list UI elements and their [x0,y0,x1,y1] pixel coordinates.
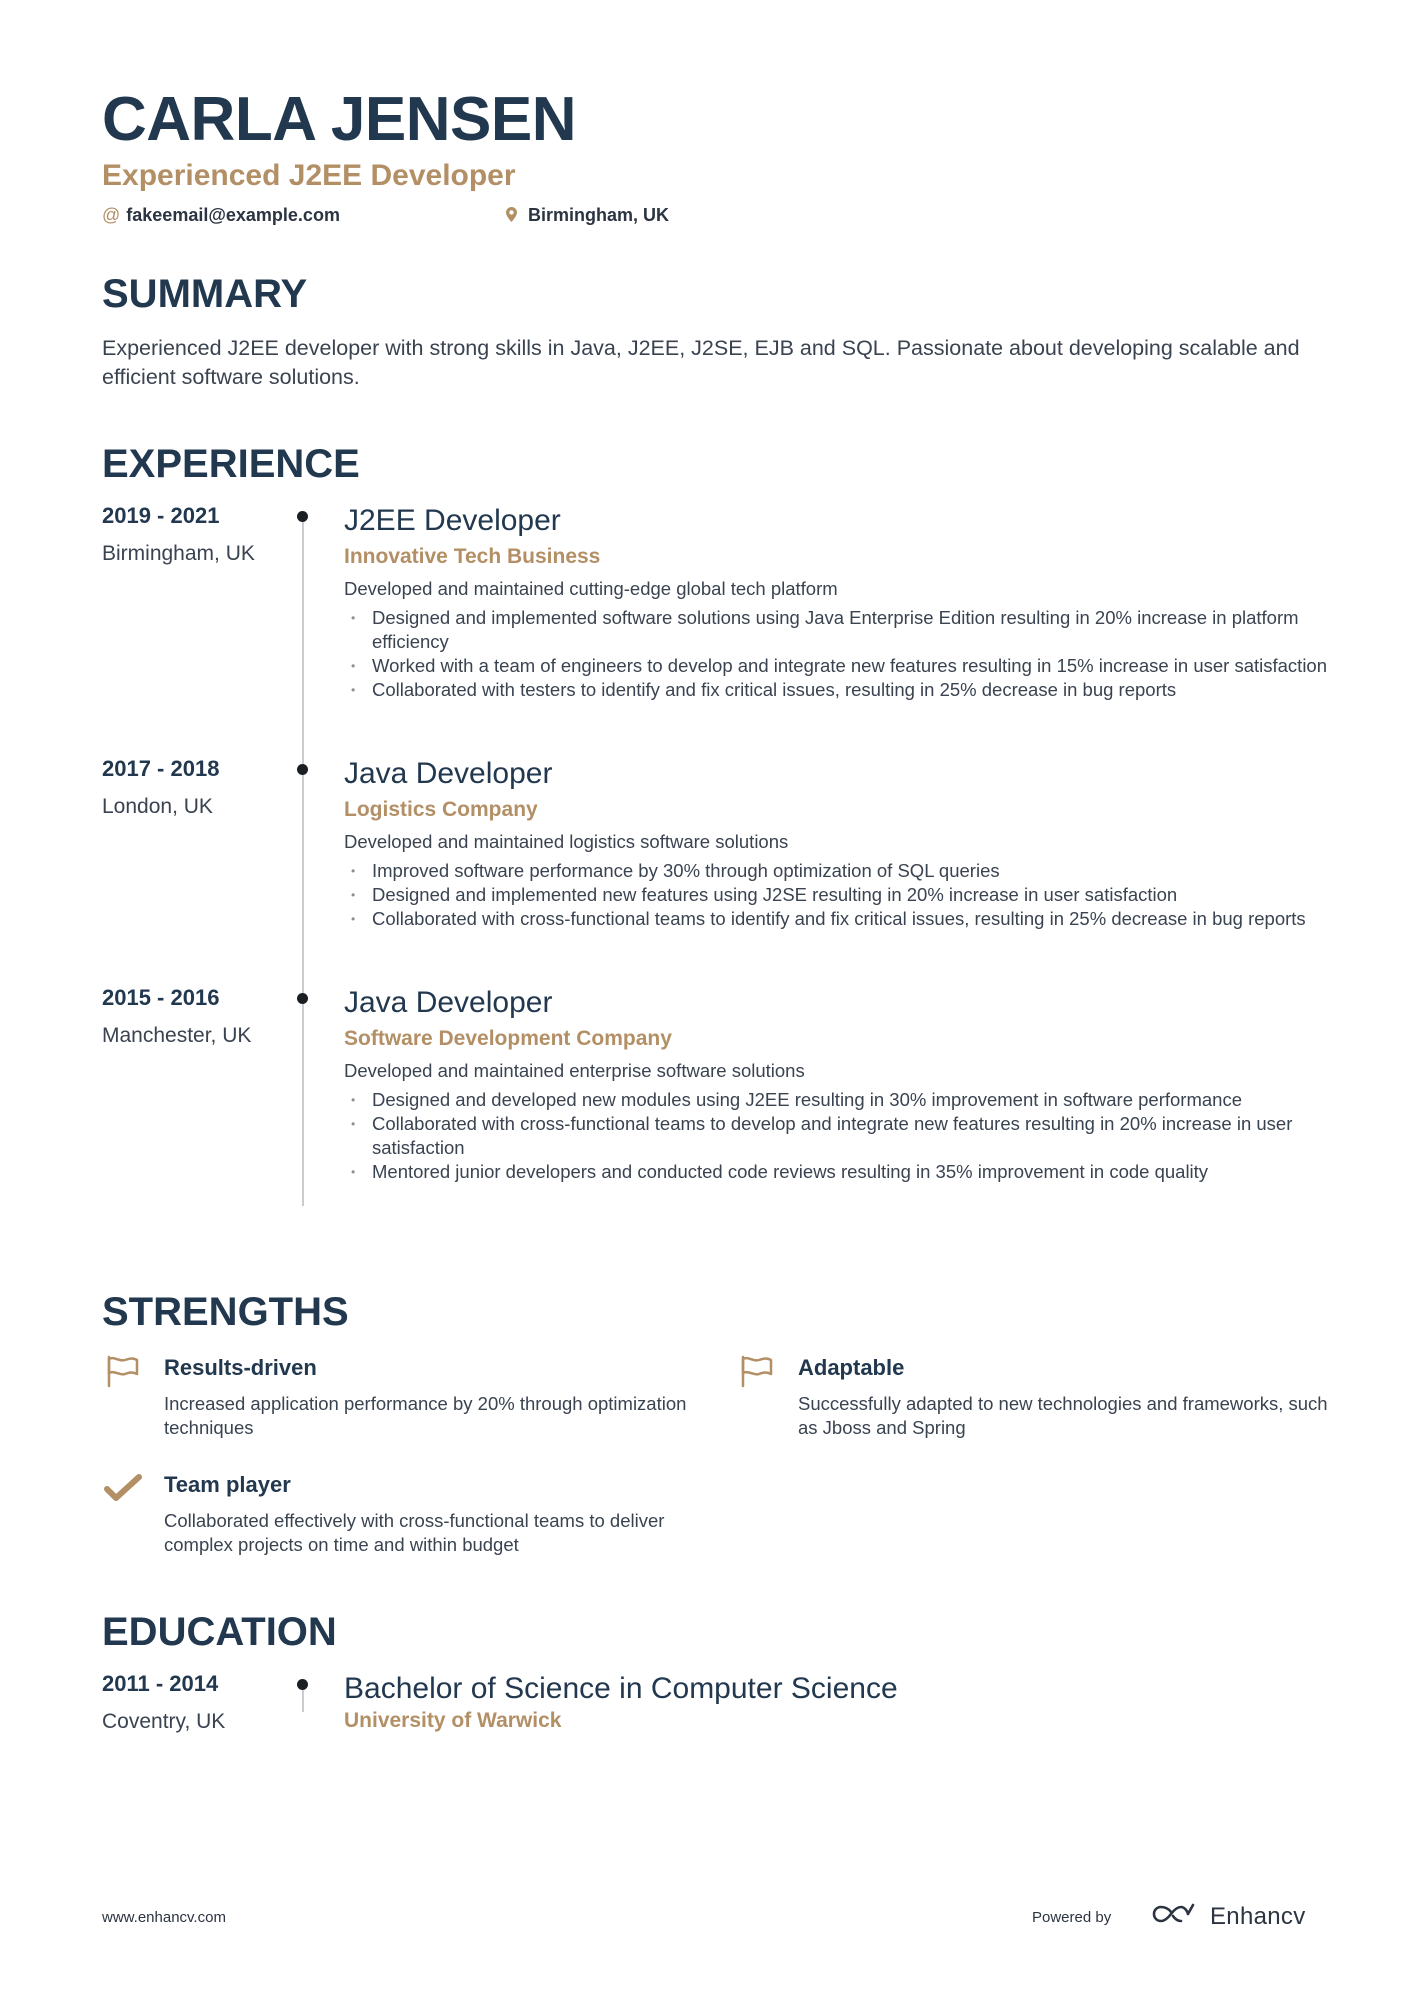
job-location: Birmingham, UK [102,542,255,565]
contact-email[interactable] [102,204,340,226]
strength-title: Results-driven [164,1355,317,1380]
timeline-dot [297,764,308,775]
strength-description: Collaborated effectively with cross-functional teams to deliver complex projects on time and within budget [164,1510,665,1555]
job-details [344,984,1344,1184]
job-company: Software Development Company [344,1027,672,1050]
flag-icon [104,1354,144,1388]
job-company: Logistics Company [344,798,538,821]
job-description: Developed and maintained enterprise software solutions [344,1060,805,1081]
timeline-dot [297,511,308,522]
job-bullet: • Collaborated with cross-functional teams to develop and integrate new features resulting in 20% increase in user satisfaction [344,1112,1332,1160]
education-school: University of Warwick [344,1709,562,1732]
education-degree: Bachelor of Science in Computer Science [344,1672,898,1705]
experience-timeline-line [302,522,304,1206]
education-heading: EDUCATION [102,1610,337,1654]
job-details [344,502,1344,702]
job-description: Developed and maintained logistics software solutions [344,831,789,852]
education-location: Coventry, UK [102,1710,226,1733]
job-bullet: • Collaborated with testers to identify and fix critical issues, resulting in 25% decrease in bug reports [344,678,1332,702]
job-bullet: • Worked with a team of engineers to develop and integrate new features resulting in 15% increase in user satisfaction [344,654,1332,678]
job-title: J2EE Developer [344,504,561,537]
job-bullet: • Designed and implemented software solutions using Java Enterprise Edition resulting in 20% increase in platform efficiency [344,606,1332,654]
at-icon: @ [102,205,121,225]
job-bullet: • Designed and developed new modules using J2EE resulting in 30% improvement in software performance [344,1088,1332,1112]
candidate-name: CARLA JENSEN [102,85,576,154]
experience-heading: EXPERIENCE [102,442,360,486]
job-description: Developed and maintained cutting-edge global tech platform [344,578,838,599]
job-bullets [344,606,1344,702]
job-title: Java Developer [344,757,553,790]
contact-location [506,204,669,226]
timeline-dot [297,993,308,1004]
enhancv-logo-icon [1152,1900,1200,1934]
education-details [344,1670,1344,1735]
footer-url-link[interactable]: www.enhancv.com [102,1909,226,1926]
footer-powered-by: Powered by [1032,1909,1112,1926]
job-bullet: • Mentored junior developers and conducted code reviews resulting in 35% improvement in code quality [344,1160,1332,1184]
job-details [344,755,1344,931]
email-text: fakeemail@example.com [126,205,340,225]
job-bullet: • Improved software performance by 30% through optimization of SQL queries [344,859,1332,883]
education-timeline-line [302,1690,304,1712]
job-location: Manchester, UK [102,1024,252,1047]
job-bullet: • Collaborated with cross-functional teams to identify and fix critical issues, resulting in 25% decrease in bug reports [344,907,1332,931]
map-pin-icon [506,205,522,225]
summary-heading: SUMMARY [102,272,308,316]
strength-title: Adaptable [798,1355,905,1380]
checkmark-icon [104,1471,144,1505]
strength-title: Team player [164,1472,291,1497]
summary-text: Experienced J2EE developer with strong skills in Java, J2EE, J2SE, EJB and SQL. Passionate about developing scalable and efficient software solutions. [102,336,1300,389]
job-bullets [344,1088,1344,1184]
strength-description: Increased application performance by 20% through optimization techniques [164,1393,687,1438]
job-dates: 2019 - 2021 [102,503,220,528]
flag-icon [738,1354,778,1388]
timeline-dot [297,1679,308,1690]
job-dates: 2017 - 2018 [102,756,220,781]
job-title: Java Developer [344,986,553,1019]
location-text: Birmingham, UK [528,205,670,225]
job-company: Innovative Tech Business [344,545,601,568]
job-dates: 2015 - 2016 [102,985,220,1010]
job-location: London, UK [102,795,213,818]
education-dates: 2011 - 2014 [102,1671,219,1696]
footer-brand: Enhancv [1210,1903,1306,1930]
candidate-title: Experienced J2EE Developer [102,159,516,192]
strength-description: Successfully adapted to new technologies and frameworks, such as Jboss and Spring [798,1393,1328,1438]
job-bullets [344,859,1344,931]
strengths-heading: STRENGTHS [102,1290,349,1334]
job-bullet: • Designed and implemented new features using J2SE resulting in 20% increase in user satisfaction [344,883,1332,907]
